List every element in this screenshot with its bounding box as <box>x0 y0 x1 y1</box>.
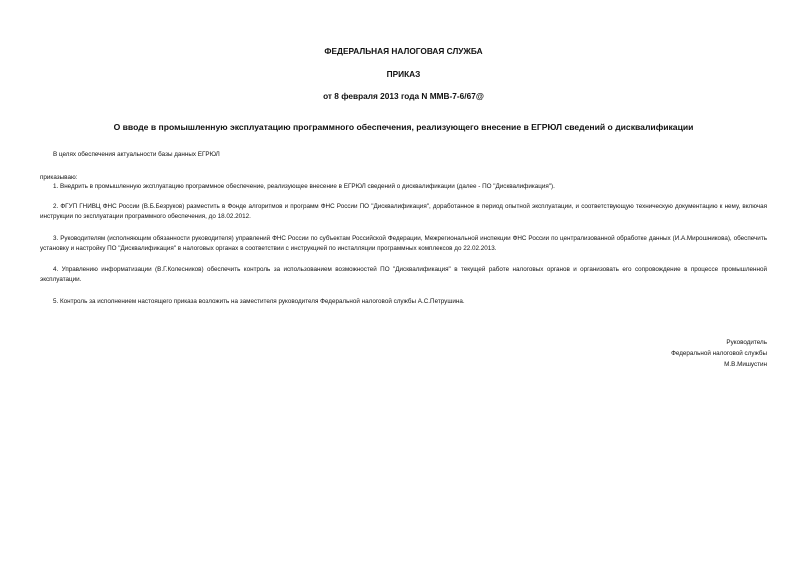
order-item-text: 5. Контроль за исполнением настоящего приказа возложить на заместителя руководителя Федеральной налоговой службы А.С.Петрушина. <box>53 298 465 305</box>
order-item-text: 2. ФГУП ГНИВЦ ФНС России (В.Б.Безруков) разместить в Фонде алгоритмов и программ ФНС России ПО "Дисквалификация", доработанное в период опытной эксплуатации, и соответствующую техническую документацию к нему, включая инструкции по эксплуатации программного обеспечения, до 18.02.2012. <box>40 203 767 220</box>
document-type-heading: ПРИКАЗ <box>386 69 421 79</box>
order-word-text: приказываю: <box>40 174 78 181</box>
order-item-4 <box>40 265 767 284</box>
signature-name: М.В.Мишустин <box>724 361 767 368</box>
signature-title: Руководитель <box>726 339 767 346</box>
order-item-text: 1. Внедрить в промышленную эксплуатацию программное обеспечение, реализующее внесение в ЕГРЮЛ сведений о дисквалификации (далее - ПО "Дисквалификация"). <box>53 183 555 190</box>
order-item-text: 3. Руководителям (исполняющим обязанности руководителя) управлений ФНС России по субъектам Российской Федерации, Межрегиональной инспекции ФНС России по централизованной обработке данных (И.А.Мирошникова), обеспечить установку и настройку ПО "Дисквалификация" в налоговых органах в соответствии с инструкцией по инсталляции программных комплексов до 22.02.2013. <box>40 235 767 252</box>
signature-block <box>671 337 767 370</box>
intro-paragraph <box>40 150 767 160</box>
document-subject: О вводе в промышленную эксплуатацию программного обеспечения, реализующего внесение в ЕГРЮЛ сведений о дисквалификации <box>113 122 694 132</box>
intro-text: В целях обеспечения актуальности базы данных ЕГРЮЛ <box>53 151 220 158</box>
order-item-5 <box>40 297 767 307</box>
agency-heading: ФЕДЕРАЛЬНАЯ НАЛОГОВАЯ СЛУЖБА <box>324 46 483 56</box>
document-date-number: от 8 февраля 2013 года N ММВ-7-6/67@ <box>323 91 484 101</box>
order-item-2 <box>40 202 767 221</box>
order-item-3 <box>40 234 767 253</box>
order-item-text: 4. Управлению информатизации (В.Г.Колесников) обеспечить контроль за использованием возможностей ПО "Дисквалификация" в текущей работе налоговых органов и организовать его сопровождение в процессе промышленной эксплуатации. <box>40 266 767 283</box>
signature-organization: Федеральной налоговой службы <box>671 350 767 357</box>
order-item-1 <box>40 182 767 192</box>
